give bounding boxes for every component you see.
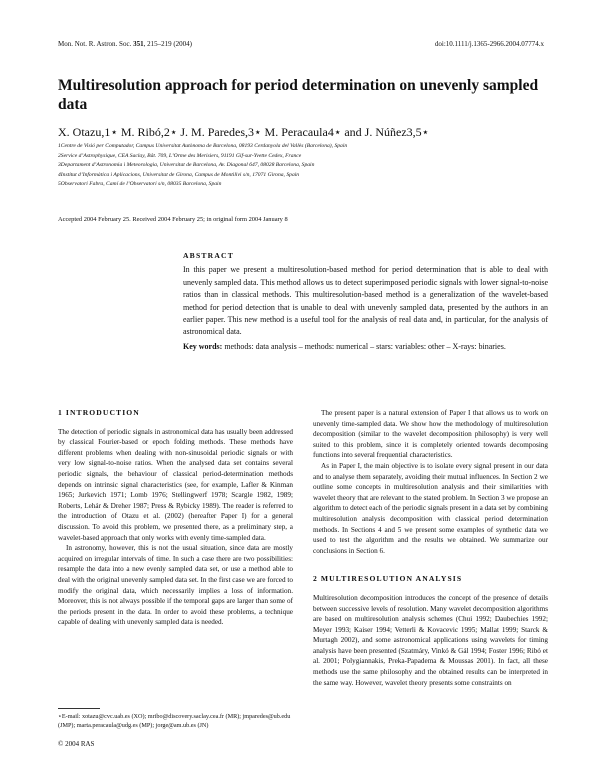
footnote-rule: [58, 708, 100, 709]
affiliation-4: 4Institut d’Informàtica i Aplicacions, Universitat de Girona, Campus de Montilivi s/n, 17071 Girona, Spain: [58, 171, 300, 178]
affiliations: [58, 142, 558, 190]
section-2-heading: 2 MULTIRESOLUTION ANALYSIS: [313, 574, 463, 584]
volume-number: 351: [133, 40, 144, 48]
section-2-paragraph-1: Multiresolution decomposition introduces the concept of the presence of details between successive levels of resolution. Many wavelet decomposition algorithms are based on multiresolution analysis schemes (Chui 1992; Daubechies 1992; Meyer 1993; Kaiser 1994; Vetterli & Kovacevic 1995; Mallat 1999; Starck & Murtagh 2002), and some astronomical applications using wavelets for timing analysis have been presented (Szatmáry, Vinkó & Gál 1994; Foster 1996; Ribó et al. 2001; Polygiannakis, Preka-Papadema & Moussas 2001). In fact, all these methods use the same philosophy and the obtained results can be interpreted in the same way. However, wavelet theory presents some constraints on: [313, 593, 548, 687]
paper-title: Multiresolution approach for period determination on unevenly sampled data: [58, 77, 539, 113]
keywords-label: Key words:: [183, 341, 223, 351]
affiliation-1: 1Centre de Visió per Computador, Campus Universitat Autònoma de Barcelona, 08193 Cerdanyola del Vallès (Barcelona), Spain: [58, 143, 348, 149]
running-head: [58, 40, 544, 52]
abstract-text: In this paper we present a multiresolution-based method for period determination that is able to deal with unevenly sampled data. This method allows us to detect superimposed periodic signals with lower signal-to-noise ratios than in classical methods. This multiresolution-based method is a generalization of the wavelet-based method for period detection that is unable to deal with unevenly sampled data, presented by the authors in an earlier paper. This new method is a useful tool for the analysis of real data and, in particular, for the analysis of astronomical data.: [183, 265, 548, 337]
section-1-heading: 1 INTRODUCTION: [58, 408, 140, 417]
affiliation-2: 2Service d’Astrophysique, CEA Saclay, Bât. 709, L’Orme des Merisiers, 91191 Gif-sur-Yvette Cedex, France: [58, 152, 302, 159]
author-list: X. Otazu,1⋆ M. Ribó,2⋆ J. M. Paredes,3⋆ M. Peracaula4⋆ and J. Núñez3,5⋆: [58, 125, 430, 139]
copyright-notice: © 2004 RAS: [58, 740, 95, 748]
keywords: [183, 341, 548, 353]
right-column: [313, 408, 548, 688]
intro-paragraph-2: In astronomy, however, this is not the usual situation, since data are mostly acquired on irregular intervals of time. In such a case there are two possibilities: resample the data into a new evenly sampled data set, or use a method able to deal with the original unevenly sampled data set. In the first case we are forced to modify the original data, which necessarily implies a loss of information. Moreover, this is not always possible if the temporal gaps are larger than some of the periods present in the data. In order to avoid these problems, a technique capable of dealing with unevenly sampled data is needed.: [58, 544, 293, 627]
doi-text: doi:10.1111/j.1365-2966.2004.07774.x: [434, 40, 544, 48]
journal-citation: Mon. Not. R. Astron. Soc. 351, 215–219 (2004): [58, 40, 192, 48]
email-footnote: ⋆E-mail: xotazu@cvc.uab.es (XO); mribo@discovery.saclay.cea.fr (MR); jmparedes@ub.edu (JMP); marta.peracaula@udg.es (MP); jorge@am.ub.es (JN): [58, 713, 291, 730]
abstract-heading: ABSTRACT: [183, 251, 234, 260]
intro-paragraph-4: As in Paper I, the main objective is to isolate every signal present in our data and to analyse them separately, avoiding their mutual influences. In Section 2 we outline some concepts in multiresolution analysis and their similarities with wavelet theory that are relevant to the stated problem. In Section 3 we propose an algorithm to detect each of the periodic signals present in a data set by combining multiresolution analysis decomposition with classical period determination methods. In Sections 4 and 5 we present some examples of synthetic data we used to test the algorithm and the results we obtained. We summarize our conclusions in Section 6.: [313, 461, 548, 555]
affiliation-3: 3Departament d’Astronomia i Meteorologia, Universitat de Barcelona, Av. Diagonal 647, 08028 Barcelona, Spain: [58, 162, 315, 169]
acceptance-dates: Accepted 2004 February 25. Received 2004 February 25; in original form 2004 January 8: [58, 216, 288, 223]
left-column: [58, 408, 293, 628]
affiliation-5: 5Observatori Fabra, Camí de l’Observatori s/n, 08035 Barcelona, Spain: [58, 181, 222, 188]
intro-paragraph-1: The detection of periodic signals in astronomical data has usually been addressed by classical Fourier-based or epoch folding methods. These methods have different problems when dealing with non-sinusoidal periodic signals or with very low signal-to-noise ratios. When the analysed data set contains several periodic signals, the behaviour of classical period-determination methods depends on intrinsic signal characteristics (see, for example, Lafler & Kinman 1965; Jurkevich 1971; Lomb 1976; Stellingwerf 1978; Scargle 1982, 1989; Roberts, Lehár & Dreher 1987; Press & Rybicky 1989). The reader is referred to the introduction of Otazu et al. (2002) (hereafter Paper I) for a general discussion. To avoid this problem, we presented there, as a preliminary step, a wavelet-based approach that only works with evenly time-sampled data.: [58, 427, 293, 542]
intro-paragraph-3: The present paper is a natural extension of Paper I that allows us to work on unevenly time-sampled data. We show how the methodology of multiresolution decomposition (similar to the wavelet decomposition philosophy) is very well suited to this problem, since it is completely oriented towards decomposing functions into several frequential characteristics.: [313, 409, 548, 460]
section-spacer: [313, 556, 548, 574]
abstract-block: [183, 250, 548, 353]
keywords-text: methods: data analysis – methods: numerical – stars: variables: other – X-rays: binaries.: [222, 341, 506, 351]
